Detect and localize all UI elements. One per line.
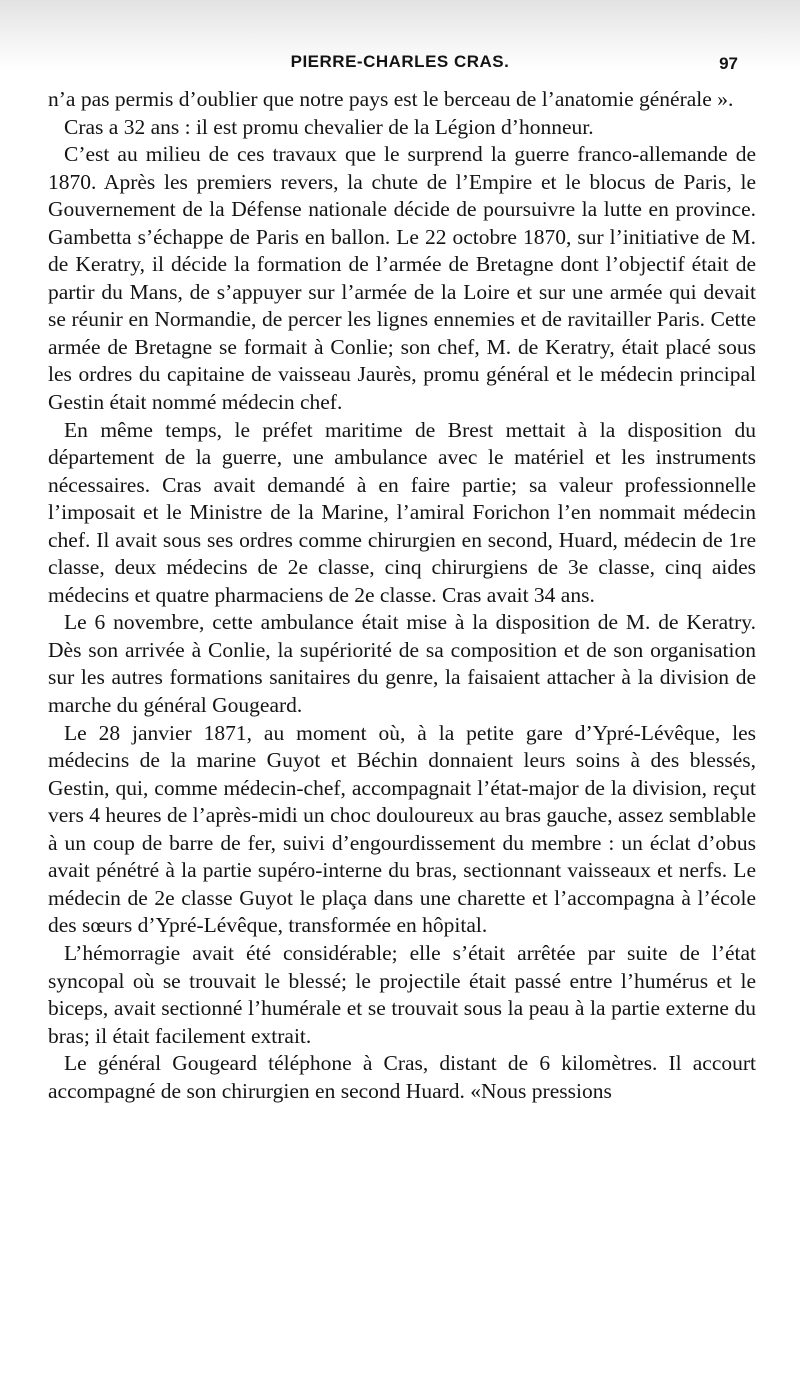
paragraph-continuation: n’a pas permis d’oublier que notre pays est le berceau de l’anatomie générale ». [48, 87, 734, 111]
paragraph-gougeard: Le général Gougeard téléphone à Cras, distant de 6 kilomètres. Il accourt accompagné de son chirurgien en second Huard. «Nous pressions [48, 1051, 756, 1103]
paragraph-6-novembre: Le 6 novembre, cette ambulance était mise à la disposition de M. de Keratry. Dès son arrivée à Conlie, la supériorité de sa composition et de son organisation sur les autres formations sanitaires du genre, la faisaient attacher à la division de marche du général Gougeard. [48, 610, 756, 718]
paragraph-28-janvier: Le 28 janvier 1871, au moment où, à la petite gare d’Ypré-Lévêque, les médecins de la marine Guyot et Béchin donnaient leurs soins à des blessés, Gestin, qui, comme médecin-chef, accompagnait l’état-major de la division, reçut vers 4 heures de l’après-midi un choc douloureux au bras gauche, assez semblable à un coup de barre de fer, suivi d’engourdissement du membre : un éclat d’obus avait pénétré à la partie supéro-interne du bras, sectionnant vaisseaux et nerfs. Le médecin de 2e classe Guyot le plaça dans une charette et l’accompagna à l’école des sœurs d’Ypré-Lévêque, transformée en hôpital. [48, 720, 756, 938]
paragraph-legion-honneur: Cras a 32 ans : il est promu chevalier de la Légion d’honneur. [64, 114, 594, 139]
paragraph-guerre-1870: C’est au milieu de ces travaux que le surprend la guerre franco-allemande de 1870. Après les premiers revers, la chute de l’Empire et le blocus de Paris, le Gouvernement de la Défense nationale décide de poursuivre la lutte en province. Gambetta s’échappe de Paris en ballon. Le 22 octobre 1870, sur l’initiative de M. de Keratry, il décide la formation de l’armée de Bretagne dont l’objectif était de partir du Mans, de s’appuyer sur l’armée de la Loire et sur une armée qui devait se réunir en Normandie, de percer les lignes ennemies et de ravitailler Paris. Cette armée de Bretagne se formait à Conlie; son chef, M. de Keratry, était placé sous les ordres du capitaine de vaisseau Jaurès, promu général et le médecin principal Gestin était nommé médecin chef. [48, 142, 756, 415]
running-title: PIERRE-CHARLES CRAS. [290, 52, 510, 71]
running-head [0, 52, 800, 78]
paragraph-ambulance: En même temps, le préfet maritime de Brest mettait à la disposition du département de la guerre, une ambulance avec le matériel et les instruments nécessaires. Cras avait demandé à en faire partie; sa valeur professionnelle l’imposait et le Ministre de la Marine, l’amiral Forichon l’en nommait médecin chef. Il avait sous ses ordres comme chirurgien en second, Huard, médecin de 1re classe, deux médecins de 2e classe, cinq chirurgiens de 3e classe, cinq aides médecins et quatre pharmaciens de 2e classe. Cras avait 34 ans. [48, 417, 756, 607]
page-number: 97 [719, 54, 738, 73]
paragraph-hemorragie: L’hémorragie avait été considérable; elle s’était arrêtée par suite de l’état syncopal où se trouvait le blessé; le projectile était passé entre l’humérus et le biceps, avait sectionné l’humérale et se trouvait sous la peau à la partie externe du bras; il était facilement extrait. [48, 940, 756, 1048]
body-text [48, 86, 756, 1105]
